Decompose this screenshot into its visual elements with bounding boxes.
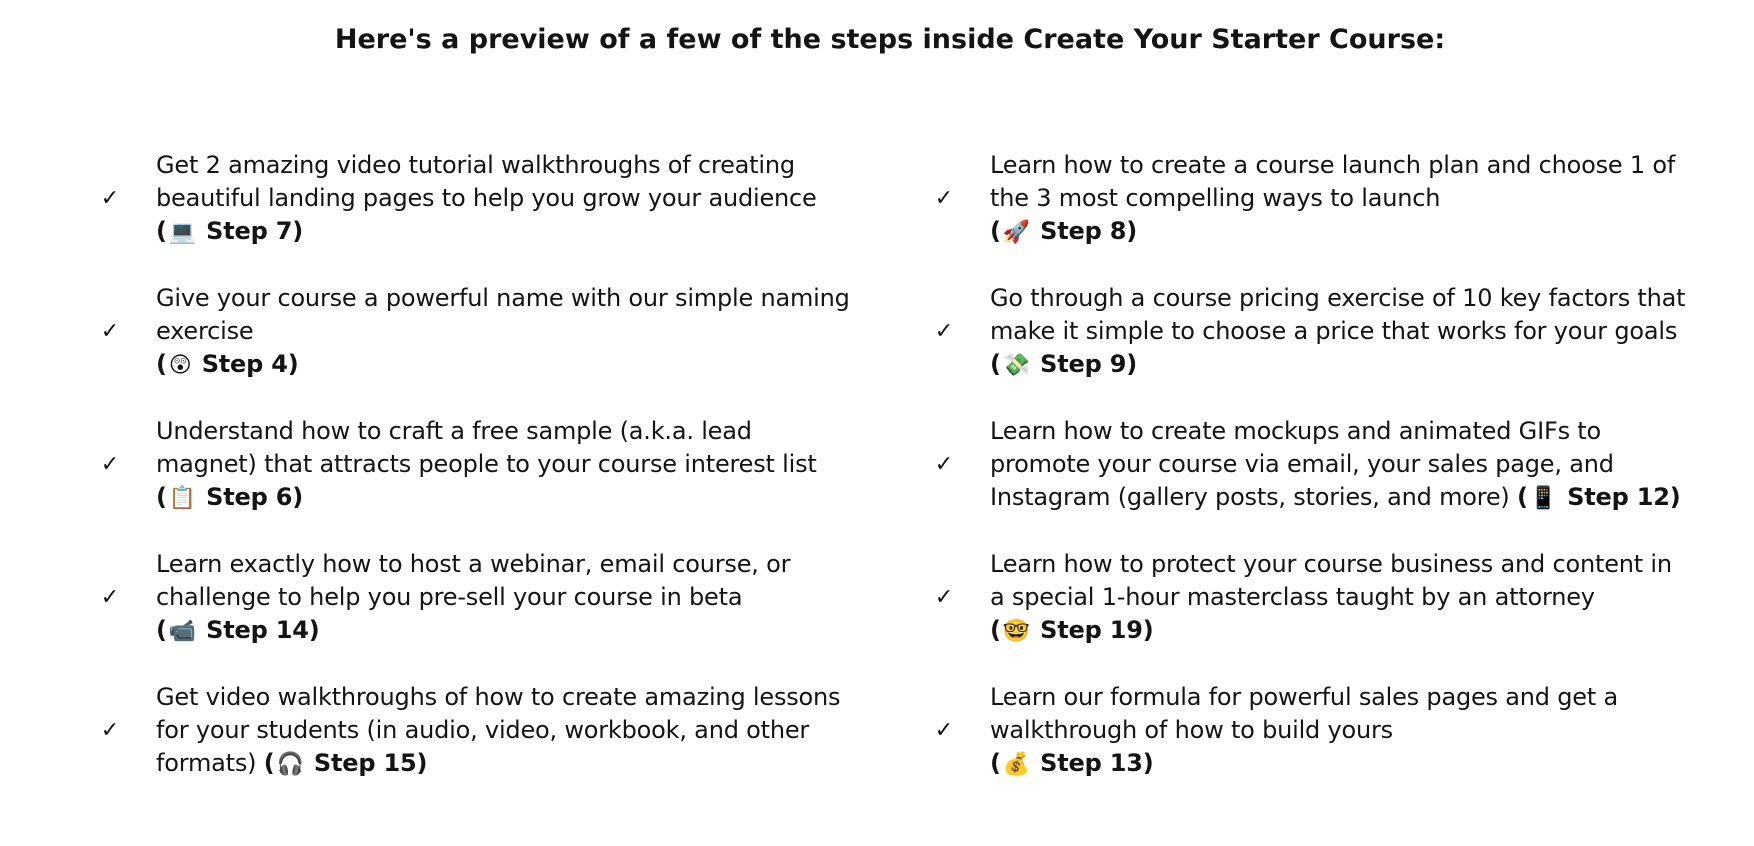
open-paren: ( <box>156 216 167 245</box>
step-text <box>990 681 1690 781</box>
step-number-label: Step 7) <box>206 216 303 245</box>
step-item <box>98 664 858 797</box>
step-description: Learn how to create mockups and animated GIFs to promote your course via email, your sales page, and Instagram (gallery posts, stories, and more) <box>990 416 1614 511</box>
step-description: Learn how to create a course launch plan and choose 1 of the 3 most compelling ways to launch <box>990 150 1676 212</box>
open-paren: ( <box>156 349 167 378</box>
laptop-icon: 💻 <box>168 219 196 245</box>
step-reference <box>156 350 299 378</box>
astonished-face-icon: 😲 <box>168 352 192 378</box>
open-paren: ( <box>990 216 1001 245</box>
open-paren: ( <box>1517 482 1528 511</box>
checkmark-icon: ✓ <box>100 717 120 743</box>
step-number-label: Step 4) <box>201 349 299 378</box>
step-item <box>932 265 1692 398</box>
page-heading: Here's a preview of a few of the steps inside Create Your Starter Course: <box>334 24 1446 55</box>
checkmark-icon: ✓ <box>934 185 954 211</box>
step-text <box>156 282 856 382</box>
step-number-label: Step 19) <box>1040 615 1154 644</box>
money-wings-icon: 💸 <box>1002 352 1030 378</box>
step-item <box>98 398 858 531</box>
mobile-phone-icon: 📱 <box>1529 485 1558 511</box>
step-text <box>156 681 856 781</box>
step-number-label: Step 12) <box>1567 482 1681 511</box>
step-text <box>990 282 1690 382</box>
step-reference <box>990 749 1153 777</box>
checkmark-icon: ✓ <box>100 451 120 477</box>
step-reference <box>156 483 303 511</box>
step-item <box>932 132 1692 265</box>
right-steps-column <box>932 132 1692 797</box>
step-text <box>156 548 856 648</box>
open-paren: ( <box>990 349 1001 378</box>
rocket-icon: 🚀 <box>1002 219 1030 245</box>
open-paren: ( <box>156 615 167 644</box>
step-item <box>932 664 1692 797</box>
checkmark-icon: ✓ <box>934 451 954 477</box>
video-camera-icon: 📹 <box>168 618 196 644</box>
step-number-label: Step 6) <box>206 482 303 511</box>
step-description: Give your course a powerful name with our simple naming exercise <box>156 283 850 345</box>
step-number-label: Step 9) <box>1040 349 1137 378</box>
step-item <box>932 531 1692 664</box>
step-description: Understand how to craft a free sample (a.k.a. lead magnet) that attracts people to your course interest list <box>156 416 817 478</box>
step-number-label: Step 13) <box>1040 748 1154 777</box>
step-text <box>990 548 1690 648</box>
step-number-label: Step 8) <box>1040 216 1137 245</box>
open-paren: ( <box>990 615 1001 644</box>
step-reference <box>990 616 1153 644</box>
step-description: Learn exactly how to host a webinar, email course, or challenge to help you pre-sell your course in beta <box>156 549 791 611</box>
checkmark-icon: ✓ <box>100 185 120 211</box>
step-item <box>98 265 858 398</box>
step-reference <box>990 350 1137 378</box>
checkmark-icon: ✓ <box>934 584 954 610</box>
checkmark-icon: ✓ <box>100 318 120 344</box>
left-steps-column <box>98 132 858 797</box>
step-item <box>932 398 1692 531</box>
step-description: Learn how to protect your course business and content in a special 1-hour masterclass taught by an attorney <box>990 549 1672 611</box>
step-reference <box>264 749 427 777</box>
step-reference <box>990 217 1137 245</box>
headphones-icon: 🎧 <box>276 751 304 777</box>
clipboard-icon: 📋 <box>168 485 196 511</box>
step-description: Go through a course pricing exercise of 10 key factors that make it simple to choose a price that works for your goals <box>990 283 1686 345</box>
open-paren: ( <box>263 748 275 777</box>
checkmark-icon: ✓ <box>934 717 954 743</box>
step-item <box>98 531 858 664</box>
step-text <box>990 149 1690 249</box>
open-paren: ( <box>990 748 1001 777</box>
nerd-face-icon: 🤓 <box>1002 618 1030 644</box>
checkmark-icon: ✓ <box>100 584 120 610</box>
checkmark-icon: ✓ <box>934 318 954 344</box>
step-text <box>156 149 856 249</box>
open-paren: ( <box>156 482 167 511</box>
step-description: Get 2 amazing video tutorial walkthroughs of creating beautiful landing pages to help you grow your audience <box>156 150 817 212</box>
step-description: Get video walkthroughs of how to create amazing lessons for your students (in audio, video, workbook, and other formats) <box>156 682 841 777</box>
step-text <box>990 415 1690 515</box>
step-text <box>156 415 856 515</box>
step-reference <box>156 616 319 644</box>
step-reference <box>156 217 303 245</box>
step-number-label: Step 14) <box>206 615 320 644</box>
step-number-label: Step 15) <box>313 748 428 777</box>
step-reference <box>1517 483 1680 511</box>
step-item <box>98 132 858 265</box>
money-bag-icon: 💰 <box>1002 751 1030 777</box>
step-description: Learn our formula for powerful sales pages and get a walkthrough of how to build yours <box>990 682 1619 744</box>
